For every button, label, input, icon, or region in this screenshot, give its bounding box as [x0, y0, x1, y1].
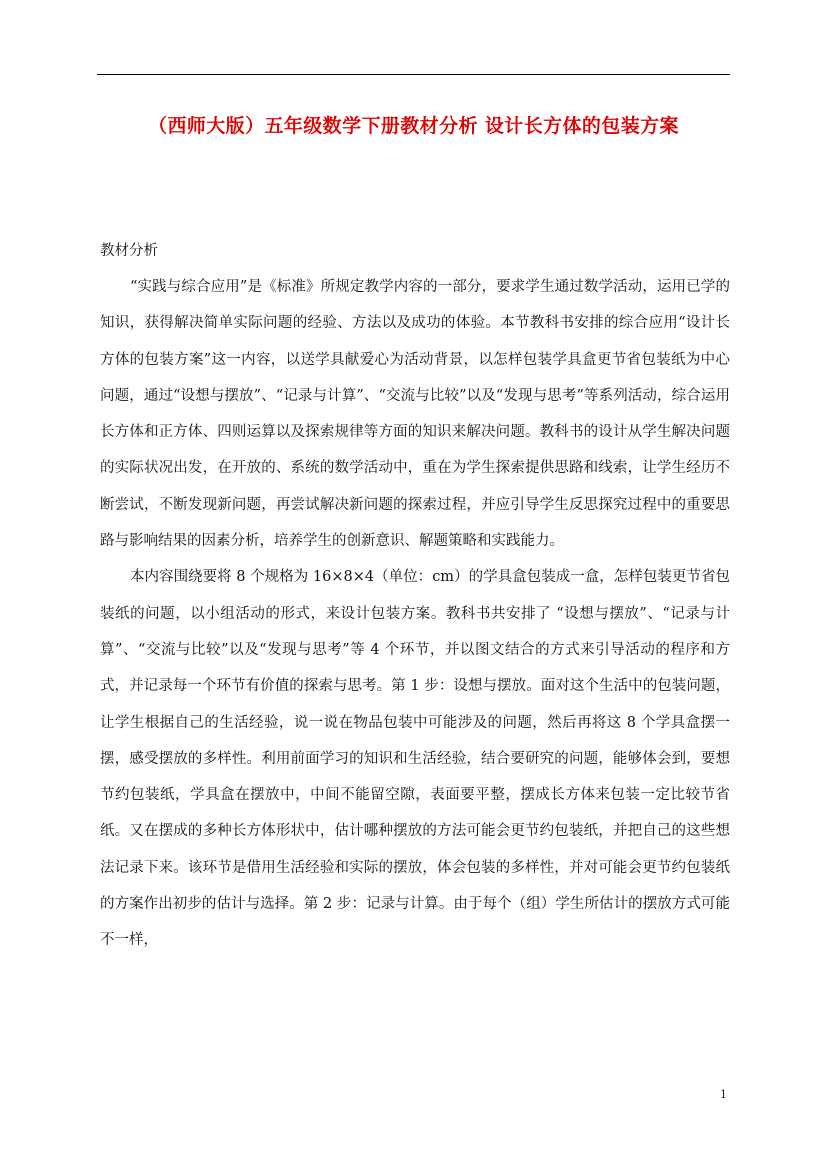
- paragraph-1: “实践与综合应用”是《标准》所规定教学内容的一部分，要求学生通过数学活动，运用已学的知识，获得解决简单实际问题的经验、方法以及成功的体验。本节教科书安排的综合应用“设计长方体的包装方案”这一内容，以送学具献爱心为活动背景，以怎样包装学具盒更节省包装纸为中心问题，通过“设想与摆放”、“记录与计算”、“交流与比较”以及“发现与思考”等系列活动，综合运用长方体和正方体、四则运算以及探索规律等方面的知识来解决问题。教科书的设计从学生解决问题的实际状况出发，在开放的、系统的数学活动中，重在为学生探索提供思路和线索，让学生经历不断尝试，不断发现新问题，再尝试解决新问题的探索过程，并应引导学生反思探究过程中的重要思路与影响结果的因素分析，培养学生的创新意识、解题策略和实践能力。: [100, 279, 730, 550]
- document-body: [100, 233, 730, 959]
- page-number: 1: [720, 1088, 727, 1101]
- header-rule: [97, 74, 730, 75]
- document-title: （西师大版）五年级数学下册教材分析 设计长方体的包装方案: [148, 115, 679, 137]
- section-heading: 教材分析: [100, 243, 158, 259]
- paragraph-2: 本内容围绕要将 8 个规格为 16×8×4（单位：cm）的学具盒包装成一盒，怎样包装更节省包装纸的问题，以小组活动的形式，来设计包装方案。教科书共安排了 “设想与摆放”、“记录与计算”、“交流与比较”以及“发现与思考”等 4 个环节，并以图文结合的方式来引导活动的程序和方式，并记录每一个环节有价值的探索与思考。第 1 步：设想与摆放。面对这个生活中的包装问题，让学生根据自己的生活经验，说一说在物品包装中可能涉及的问题，然后再将这 8 个学具盒摆一摆，感受摆放的多样性。利用前面学习的知识和生活经验，结合要研究的问题，能够体会到，要想节约包装纸，学具盒在摆放中，中间不能留空隙，表面要平整，摆成长方体来包装一定比较节省纸。又在摆成的多种长方体形状中，估计哪种摆放的方法可能会更节约包装纸，并把自己的这些想法记录下来。该环节是借用生活经验和实际的摆放，体会包装的多样性，并对可能会更节约包装纸的方案作出初步的估计与选择。第 2 步：记录与计算。由于每个（组）学生所估计的摆放方式可能不一样，: [100, 569, 730, 949]
